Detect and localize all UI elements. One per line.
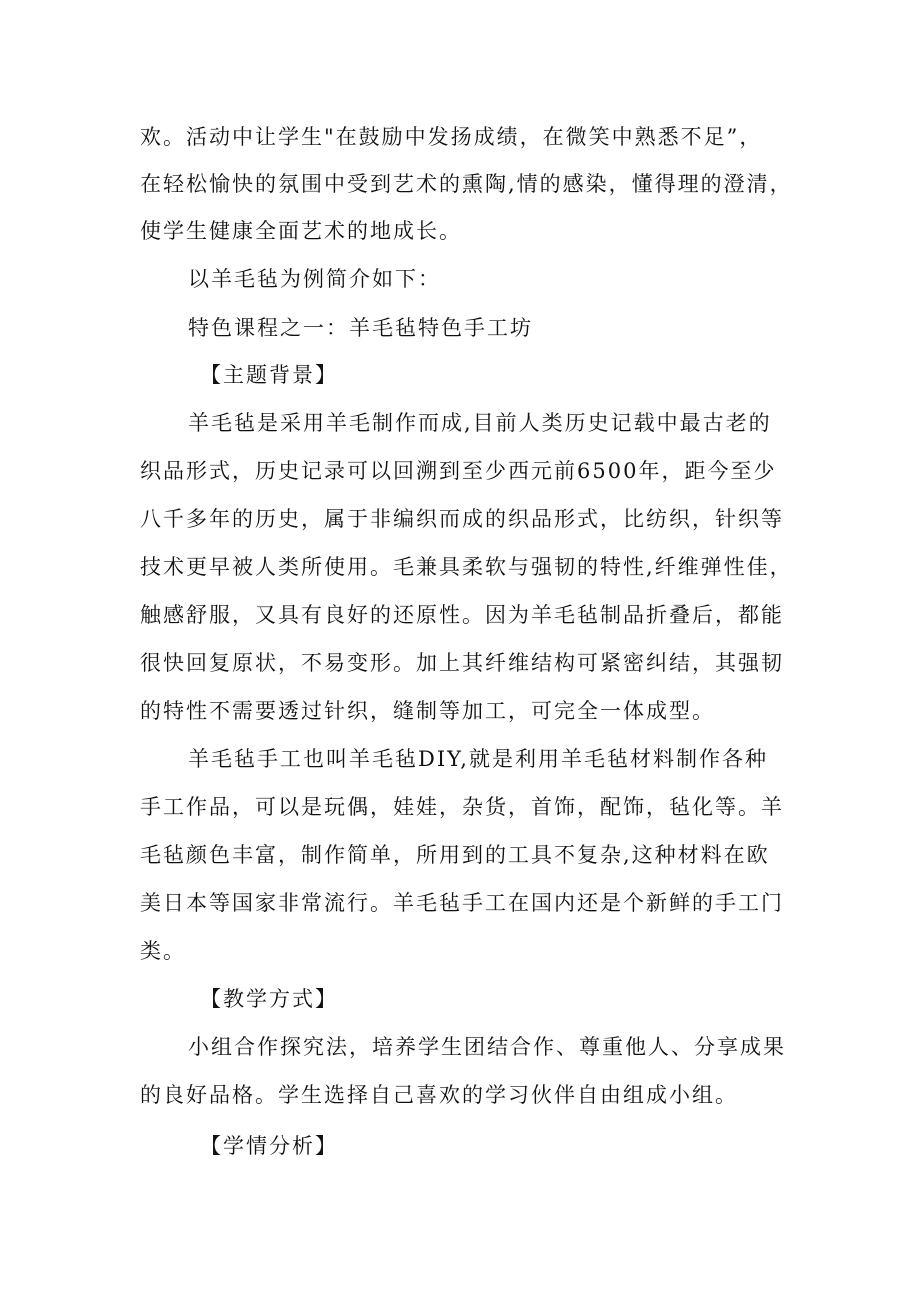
body-text-line: 的良好品格。学生选择自己喜欢的学习伙伴自由组成小组。 xyxy=(140,1083,738,1107)
body-text-line: 在轻松愉快的氛围中受到艺术的熏陶,情的感染，懂得理的澄清， xyxy=(140,172,793,196)
body-text-line: 以羊毛毡为例简介如下： xyxy=(188,267,441,291)
body-text-line: 羊毛毡是采用羊毛制作而成,目前人类历史记载中最古老的 xyxy=(188,411,772,435)
body-text-line: 欢。活动中让学生"在鼓励中发扬成绩，在微笑中熟悉不足”， xyxy=(140,125,763,149)
body-text-line: 小组合作探究法，培养学生团结合作、尊重他人、分享成果 xyxy=(188,1035,786,1059)
body-text-line: 类。 xyxy=(140,939,186,963)
section-heading: 【学情分析】 xyxy=(200,1134,338,1158)
body-text-line: 技术更早被人类所使用。毛兼具柔软与强韧的特性,纤维弹性佳， xyxy=(140,555,793,579)
body-text-line: 触感舒服，又具有良好的还原性。因为羊毛毡制品折叠后，都能 xyxy=(140,603,784,627)
course-title: 特色课程之一：羊毛毡特色手工坊 xyxy=(188,316,533,340)
body-text-line: 毛毡颜色丰富，制作简单，所用到的工具不复杂,这种材料在欧 xyxy=(140,843,770,867)
body-text-line: 使学生健康全面艺术的地成长。 xyxy=(140,219,462,243)
body-text-line: 很快回复原状，不易变形。加上其纤维结构可紧密纠结，其强韧 xyxy=(140,651,784,675)
body-text-line: 的特性不需要透过针织，缝制等加工，可完全一体成型。 xyxy=(140,699,715,723)
body-text-line: 美日本等国家非常流行。羊毛毡手工在国内还是个新鲜的手工门 xyxy=(140,891,784,915)
section-heading: 【教学方式】 xyxy=(200,987,338,1011)
body-text-line: 八千多年的历史，属于非编织而成的织品形式，比纺织，针织等 xyxy=(140,507,784,531)
body-text-line: 羊毛毡手工也叫羊毛毡DIY,就是利用羊毛毡材料制作各种 xyxy=(188,747,768,771)
body-text-line: 手工作品，可以是玩偶，娃娃，杂货，首饰，配饰，毡化等。羊 xyxy=(140,795,784,819)
body-text-line: 织品形式，历史记录可以回溯到至少西元前6500年，距今至少 xyxy=(140,459,777,483)
section-heading: 【主题背景】 xyxy=(200,363,338,387)
